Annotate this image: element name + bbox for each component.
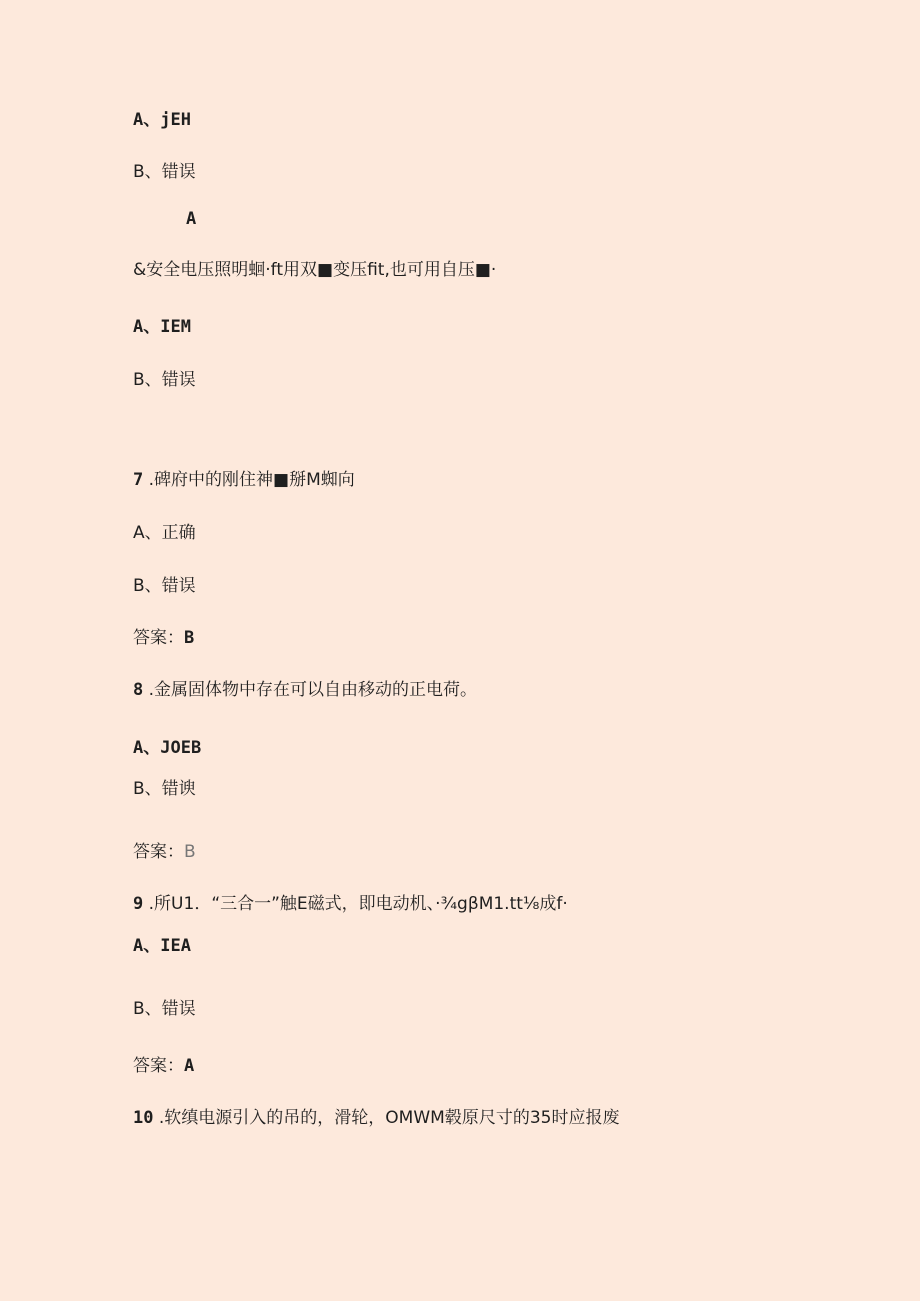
q-safety-option-a: A、IEM	[133, 317, 191, 337]
q-safety-text: &安全电压照明蛔·ft用双■变压fit,也可用自压■·	[133, 260, 497, 280]
q10-question	[133, 1107, 619, 1129]
q6-option-b: B、错误	[133, 162, 196, 182]
q10-number: 10	[133, 1108, 154, 1128]
q7-answer	[133, 627, 194, 649]
q9-answer	[133, 1055, 194, 1077]
q6-option-a: A、jEH	[133, 110, 191, 130]
q7-option-b: B、错误	[133, 576, 196, 596]
q9-option-b: B、错误	[133, 999, 196, 1019]
q9-number: 9	[133, 894, 144, 914]
q8-answer	[133, 841, 196, 863]
q8-option-b: B、错谀	[133, 779, 196, 799]
q9-option-a: A、IEA	[133, 936, 191, 956]
q9-answer-value: A	[184, 1056, 195, 1076]
q9-question	[133, 893, 568, 915]
q8-answer-value: B	[184, 842, 196, 862]
q8-answer-label: 答案：	[133, 842, 184, 862]
q7-answer-value: B	[184, 628, 195, 648]
q8-number: 8	[133, 680, 144, 700]
q7-text: .碑府中的刚住神■掰M蜘向	[148, 470, 355, 490]
q10-text: .软缜电源引入的吊的，滑轮，OMWM毂原尺寸的35时应报废	[158, 1108, 620, 1128]
q8-question	[133, 679, 477, 701]
q-safety-option-b: B、错误	[133, 370, 196, 390]
q9-text: .所U1．“三合一”触E磁式，即电动机、·¾gβM1.tt⅛成f·	[148, 894, 568, 914]
q7-number: 7	[133, 470, 144, 490]
q9-answer-label: 答案：	[133, 1056, 184, 1076]
q7-answer-label: 答案：	[133, 628, 184, 648]
q8-text: .金属固体物中存在可以自由移动的正电荷。	[148, 680, 478, 700]
q8-option-a: A、JOEB	[133, 738, 202, 758]
q7-option-a: A、正确	[133, 523, 196, 543]
q6-answer: A	[186, 209, 197, 229]
q7-question	[133, 469, 355, 491]
